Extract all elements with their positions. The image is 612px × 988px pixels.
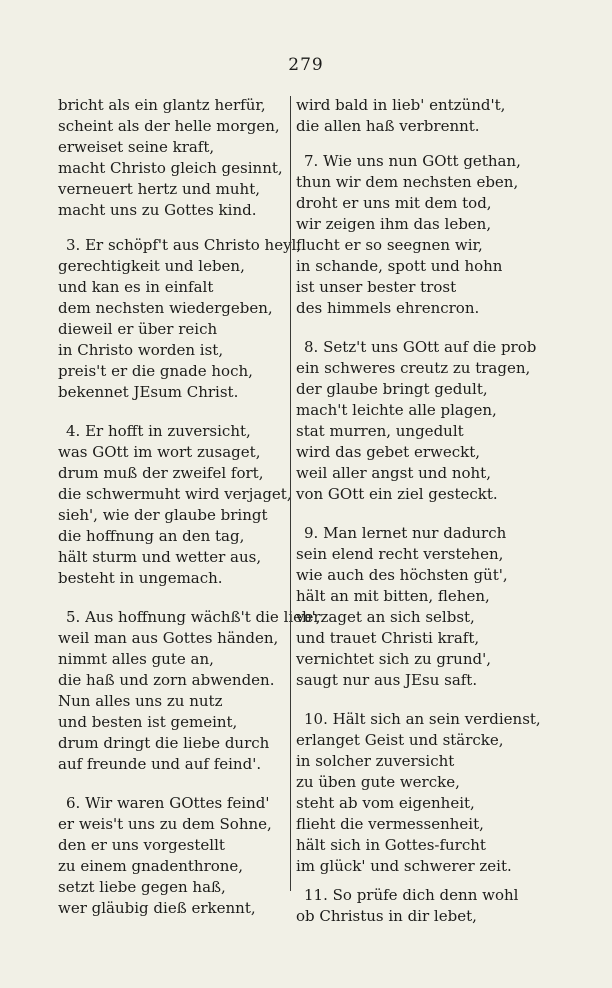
verse-line: was GOtt im wort zusaget, [58, 443, 261, 461]
verse-line: 11. So prüfe dich denn wohl [304, 886, 519, 904]
verse-line: wir zeigen ihm das leben, [296, 215, 492, 233]
verse-line: 8. Setz't uns GOtt auf die prob [304, 338, 537, 356]
stanza-gap [296, 137, 536, 151]
stanza [58, 793, 290, 919]
stanza [58, 421, 290, 589]
verse-line: in Christo worden ist, [58, 341, 224, 359]
stanza [296, 885, 536, 927]
stanza-gap [296, 877, 536, 885]
verse-line: hält an mit bitten, flehen, [296, 587, 490, 605]
stanza [296, 151, 536, 319]
verse-line: und trauet Christi kraft, [296, 629, 480, 647]
verse-line: bekennet JEsum Christ. [58, 383, 239, 401]
verse-line: Nun alles uns zu nutz [58, 692, 223, 710]
verse-line: nimmt alles gute an, [58, 650, 214, 668]
page-number: 279 [288, 55, 324, 75]
verse-line: und besten ist gemeint, [58, 713, 238, 731]
right-column [296, 95, 541, 927]
verse-line: die schwermuht wird verjaget, [58, 485, 292, 503]
verse-line: drum dringt die liebe durch [58, 734, 270, 752]
stanza-gap [58, 221, 290, 235]
verse-line: saugt nur aus JEsu saft. [296, 671, 478, 689]
verse-line: verzaget an sich selbst, [296, 608, 475, 626]
column-divider [290, 96, 291, 891]
verse-line: und kan es in einfalt [58, 278, 214, 296]
verse-line: drum muß der zweifel fort, [58, 464, 264, 482]
verse-line: verneuert hertz und muht, [58, 180, 261, 198]
stanza [58, 607, 321, 775]
verse-line: 6. Wir waren GOttes feind' [66, 794, 270, 812]
verse-line: des himmels ehrencron. [296, 299, 480, 317]
verse-line: macht uns zu Gottes kind. [58, 201, 257, 219]
stanza [296, 337, 536, 505]
stanza-gap [296, 505, 536, 523]
verse-line: im glück' und schwerer zeit. [296, 857, 512, 875]
verse-line: scheint als der helle morgen, [58, 117, 280, 135]
left-column [58, 95, 321, 919]
verse-line: zu üben gute wercke, [296, 773, 460, 791]
verse-line: flieht die vermessenheit, [296, 815, 484, 833]
verse-line: dieweil er über reich [58, 320, 218, 338]
verse-line: vernichtet sich zu grund', [296, 650, 491, 668]
stanza [58, 235, 302, 403]
verse-line: sieh', wie der glaube bringt [58, 506, 268, 524]
stanza-gap [58, 775, 290, 793]
verse-line: die haß und zorn abwenden. [58, 671, 275, 689]
verse-line: 9. Man lernet nur dadurch [304, 524, 507, 542]
stanza [296, 523, 536, 691]
verse-line: der glaube bringt gedult, [296, 380, 488, 398]
verse-line: flucht er so seegnen wir, [296, 236, 483, 254]
verse-line: 3. Er schöpf't aus Christo heyl, [66, 236, 302, 254]
verse-line: wird bald in lieb' entzünd't, [296, 96, 506, 114]
verse-line: 5. Aus hoffnung wächß't die lieb', [66, 608, 321, 626]
verse-line: weil aller angst und noht, [296, 464, 491, 482]
verse-line: mach't leichte alle plagen, [296, 401, 497, 419]
verse-line: wie auch des höchsten güt', [296, 566, 508, 584]
verse-line: ein schweres creutz zu tragen, [296, 359, 531, 377]
verse-line: dem nechsten wiedergeben, [58, 299, 273, 317]
verse-line: ob Christus in dir lebet, [296, 907, 477, 925]
verse-line: auf freunde und auf feind'. [58, 755, 262, 773]
verse-line: 7. Wie uns nun GOtt gethan, [304, 152, 521, 170]
verse-line: thun wir dem nechsten eben, [296, 173, 519, 191]
verse-line: er weis't uns zu dem Sohne, [58, 815, 272, 833]
verse-line: stat murren, ungedult [296, 422, 464, 440]
verse-line: macht Christo gleich gesinnt, [58, 159, 283, 177]
stanza [296, 95, 536, 137]
verse-line: sein elend recht verstehen, [296, 545, 504, 563]
stanza-gap [296, 319, 536, 337]
verse-line: erlanget Geist und stärcke, [296, 731, 504, 749]
verse-line: setzt liebe gegen haß, [58, 878, 226, 896]
verse-line: 4. Er hofft in zuversicht, [66, 422, 251, 440]
stanza [296, 709, 541, 877]
verse-line: hält sich in Gottes-furcht [296, 836, 486, 854]
verse-line: erweiset seine kraft, [58, 138, 215, 156]
verse-line: 10. Hält sich an sein verdienst, [304, 710, 541, 728]
verse-line: hält sturm und wetter aus, [58, 548, 262, 566]
verse-line: wird das gebet erweckt, [296, 443, 480, 461]
verse-line: zu einem gnadenthrone, [58, 857, 244, 875]
verse-line: besteht in ungemach. [58, 569, 223, 587]
verse-line: in solcher zuversicht [296, 752, 455, 770]
stanza [58, 95, 290, 221]
stanza-gap [58, 589, 290, 607]
verse-line: preis't er die gnade hoch, [58, 362, 253, 380]
verse-line: den er uns vorgestellt [58, 836, 225, 854]
verse-line: von GOtt ein ziel gesteckt. [296, 485, 498, 503]
verse-line: die hoffnung an den tag, [58, 527, 245, 545]
verse-line: gerechtigkeit und leben, [58, 257, 245, 275]
stanza-gap [58, 403, 290, 421]
verse-line: weil man aus Gottes händen, [58, 629, 279, 647]
verse-line: bricht als ein glantz herfür, [58, 96, 266, 114]
verse-line: in schande, spott und hohn [296, 257, 503, 275]
verse-line: die allen haß verbrennt. [296, 117, 480, 135]
verse-line: steht ab vom eigenheit, [296, 794, 475, 812]
stanza-gap [296, 691, 536, 709]
verse-line: droht er uns mit dem tod, [296, 194, 492, 212]
verse-line: wer gläubig dieß erkennt, [58, 899, 256, 917]
verse-line: ist unser bester trost [296, 278, 457, 296]
